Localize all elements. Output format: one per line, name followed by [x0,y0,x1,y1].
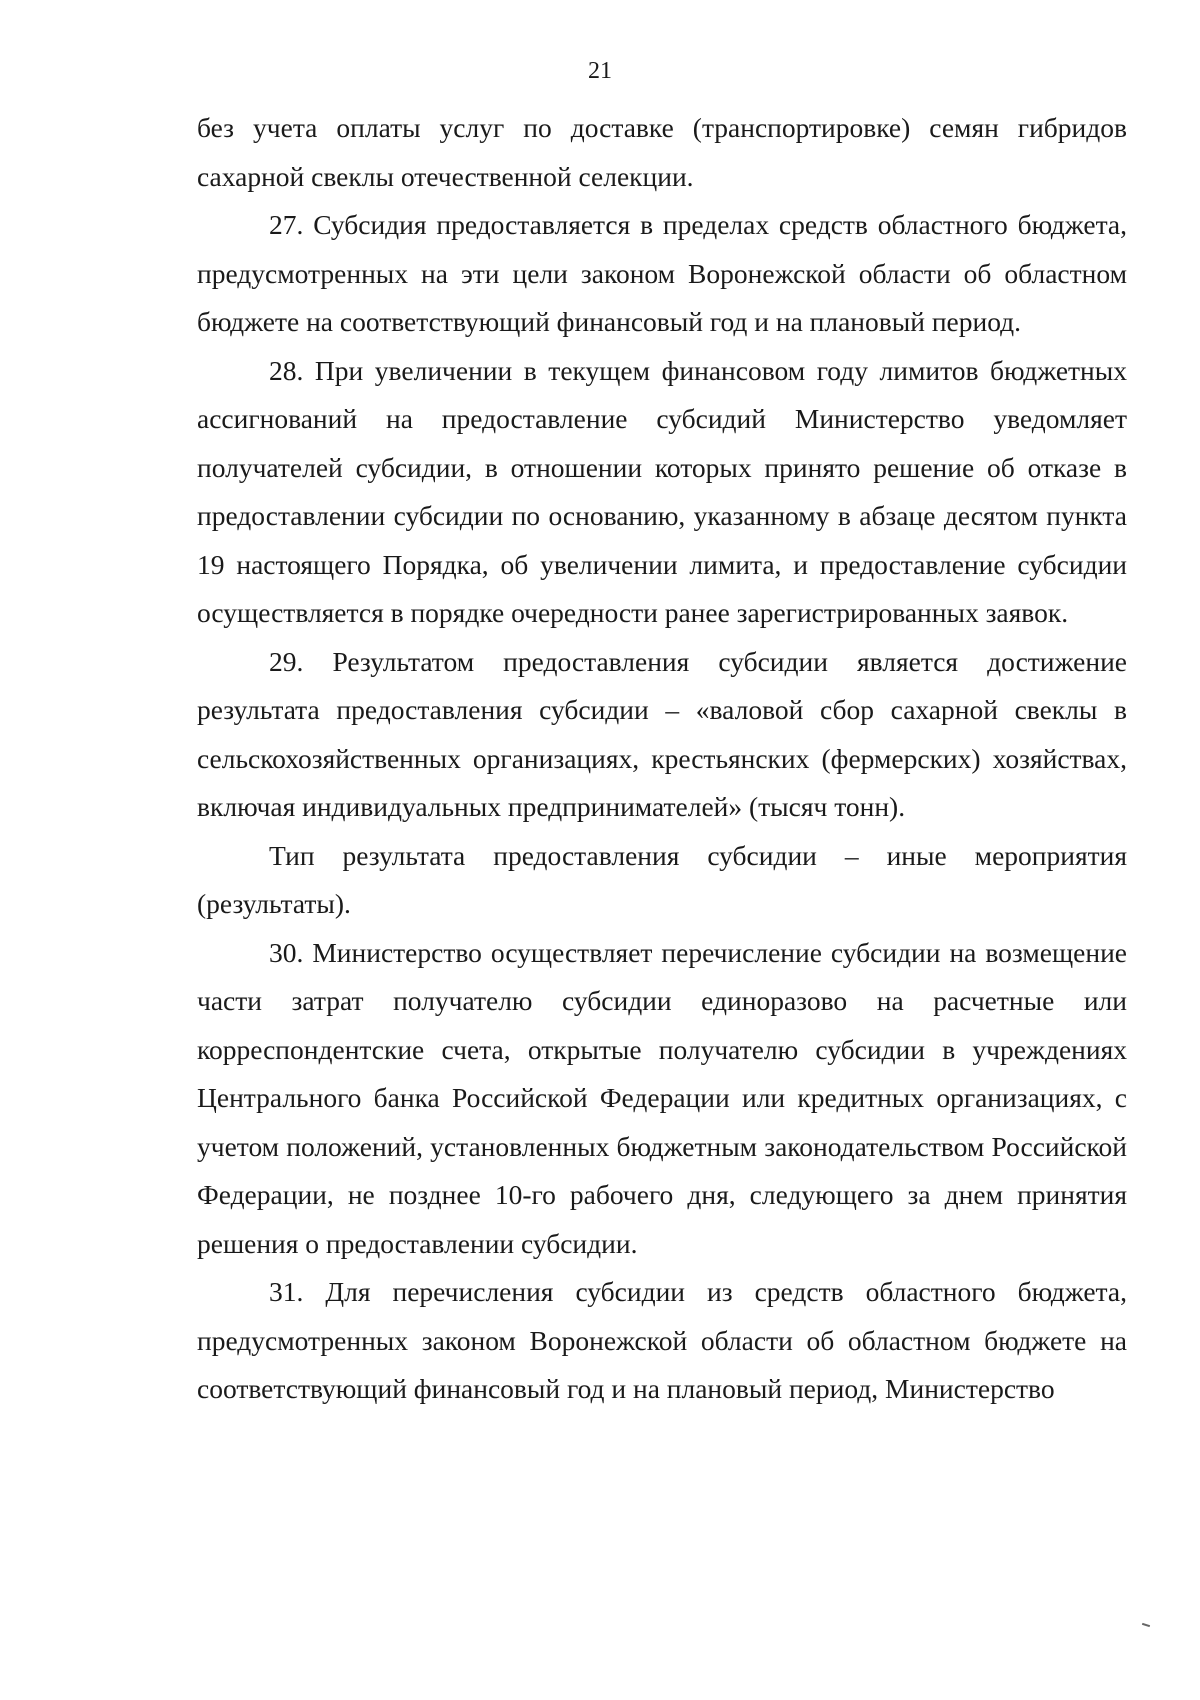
paragraph-continuation: без учета оплаты услуг по доставке (транспортировке) семян гибридов сахарной свеклы отечественной селекции. [197,112,1127,192]
paragraph-result-type: Тип результата предоставления субсидии – иные мероприятия (результаты). [197,839,1127,919]
page-number: 21 [588,58,612,84]
paragraph-29: 29. Результатом предоставления субсидии является достижение результата предоставления субсидии – «валовой сбор сахарной свеклы в сельскохозяйственных организациях, крестьянских (фермерских) хозяйствах, включая индивидуальных предпринимателей» (тысяч тонн). [197,645,1127,822]
paragraph-30: 30. Министерство осуществляет перечисление субсидии на возмещение части затрат получателю субсидии единоразово на расчетные или корреспондентские счета, открытые получателю субсидии в учреждениях Центрального банка Российской Федерации или кредитных организациях, с учетом положений, установленных бюджетным законодательством Российской Федерации, не позднее 10-го рабочего дня, следующего за днем принятия решения о предоставлении субсидии. [197,936,1127,1259]
paragraph-31: 31. Для перечисления субсидии из средств областного бюджета, предусмотренных законом Воронежской области об областном бюджете на соответствующий финансовый год и на плановый период, Министерство [197,1276,1127,1404]
paragraph-27: 27. Субсидия предоставляется в пределах средств областного бюджета, предусмотренных на эти цели законом Воронежской области об областном бюджете на соответствующий финансовый год и на плановый период. [197,209,1127,337]
scan-artifact [1142,1623,1150,1627]
paragraph-28: 28. При увеличении в текущем финансовом году лимитов бюджетных ассигнований на предоставление субсидий Министерство уведомляет получателей субсидии, в отношении которых принято решение об отказе в предоставлении субсидии по основанию, указанному в абзаце десятом пункта 19 настоящего Порядка, об увеличении лимита, и предоставление субсидии осуществляется в порядке очередности ранее зарегистрированных заявок. [197,354,1127,628]
document-body [197,104,1127,1414]
